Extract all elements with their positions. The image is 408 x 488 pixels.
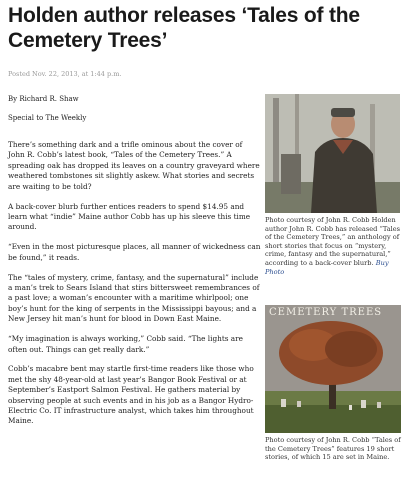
book-cover-caption — [265, 436, 401, 462]
buy-photo-link[interactable]: Buy Photo — [265, 258, 389, 276]
posted-date: Posted Nov. 22, 2013, at 1:44 p.m. — [8, 70, 122, 78]
article-paragraph: The “tales of mystery, crime, fantasy, and the supernatural” include a man’s trek to Sears Island that stirs bittersweet remembrances of a past love; a woman’s encounter with a maritime whirlpool; one boy’s hunt for the king of serpents in the Mississippi bayous; and a New Jersey hit man’s hunt for blood in Down East Maine. — [8, 272, 260, 324]
book-cover-photo-block — [265, 305, 401, 462]
article-paragraph: “My imagination is always working,” Cobb said. “The lights are often out. Things can get really dark.” — [8, 334, 243, 354]
article-paragraph: There’s something dark and a trifle ominous about the cover of John R. Cobb’s latest book, “Tales of the Cemetery Trees.” A spreading oak has dropped its leaves on a country graveyard where weathered tombstones sit slightly askew. What stories and secrets are waiting to be told? — [8, 140, 260, 191]
author-photo[interactable] — [265, 94, 400, 213]
caption-text: Photo courtesy of John R. Cobb Holden author John R. Cobb has released “Tales of the Cemetery Trees,” an anthology of short stories that focus on “mystery, crime, fantasy and the supernatural,” according to a back-cover blurb. — [265, 216, 401, 267]
cover-title: CEMETERY TREES — [269, 307, 383, 318]
author-photo-block — [265, 94, 401, 276]
article-paragraph: Cobb’s macabre bent may startle first-time readers like those who met the shy 48-year-old at last year’s Bangor Book Festival or at September’s Eastport Salmon Festival. He gathers material by observing people at such events and in his job as a Bangor Hydro-Electric Co. IT infrastructure analyst, which takes him throughout Maine. — [8, 364, 254, 426]
article-paragraph: A back-cover blurb further entices readers to spend $14.95 and learn what “indie” Maine author Cobb has up his sleeve this time around. — [8, 201, 251, 232]
author-photo-image — [265, 94, 400, 213]
article-headline: Holden author releases ‘Tales of the Cemetery Trees’ — [8, 4, 360, 52]
article-paragraph: “Even in the most picturesque places, all manner of wickedness can be found,” it reads. — [8, 242, 261, 262]
byline — [8, 90, 86, 128]
caption-text: Photo courtesy of John R. Cobb “Tales of the Cemetery Trees” features 19 short stories, of which 15 are set in Maine. — [265, 436, 401, 462]
article-body — [8, 140, 261, 436]
author-affiliation: Special to The Weekly — [8, 114, 87, 122]
book-cover-image — [265, 305, 401, 433]
author-name: By Richard R. Shaw — [8, 95, 79, 103]
book-cover-photo[interactable] — [265, 305, 401, 433]
author-photo-caption — [265, 216, 401, 276]
